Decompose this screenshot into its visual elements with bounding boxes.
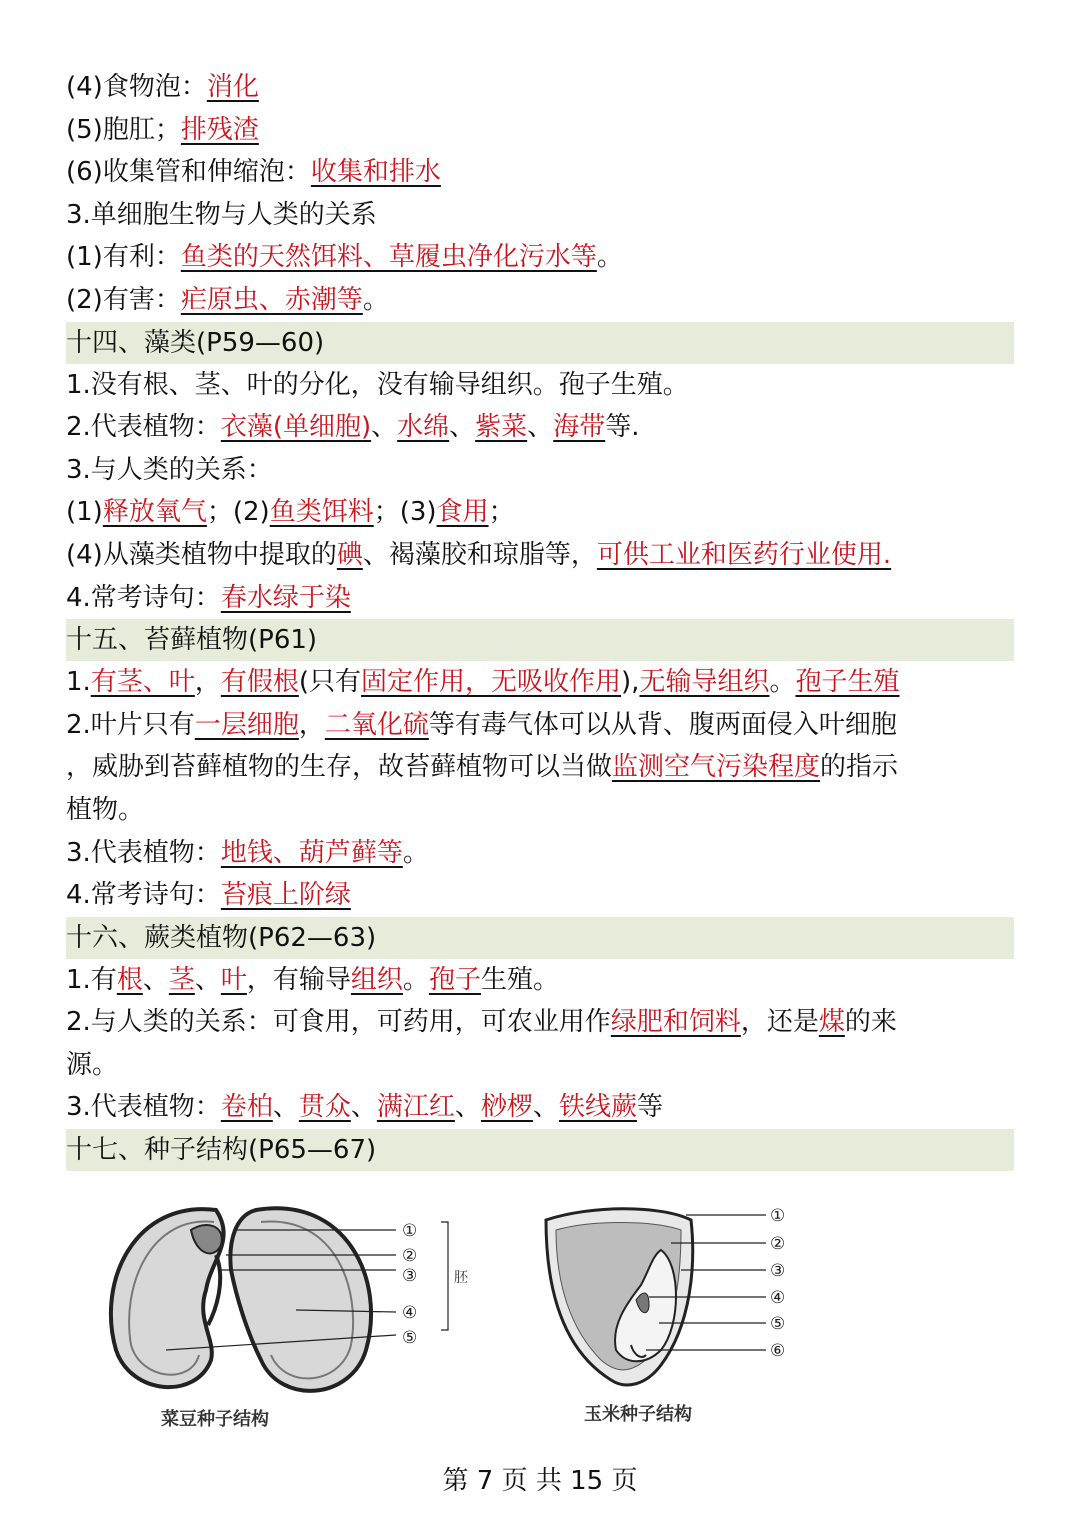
answer-text: 叶 (220, 964, 247, 995)
text-segment: ；(2) (206, 497, 270, 528)
answer-text: 固定作用，无吸收作用 (361, 667, 622, 698)
text-segment: 、 (272, 1092, 299, 1123)
text-segment: (2)有害： (66, 284, 181, 315)
text-segment: 等. (605, 412, 640, 443)
text-segment: 2.与人类的关系：可食用，可药用，可农业用作 (66, 1007, 611, 1038)
text-segment: ；(3) (373, 497, 437, 528)
seed-diagrams (66, 1195, 1014, 1445)
text-segment: 、 (527, 412, 554, 443)
text-line (66, 1044, 1014, 1087)
text-line (66, 236, 1014, 279)
answer-text: 贯众 (298, 1092, 351, 1123)
text-segment: 、褐藻胶和琼脂等， (362, 539, 597, 570)
answer-text: 有茎、叶 (90, 667, 195, 698)
text-line (66, 704, 1014, 747)
text-segment: 2.叶片只有 (66, 709, 195, 740)
corn-label-1: ① (770, 1206, 786, 1226)
text-line (66, 661, 1014, 704)
text-segment: 2.代表植物： (66, 412, 221, 443)
text-segment: ，还是 (740, 1007, 819, 1038)
text-line (66, 577, 1014, 620)
answer-text: 茎 (168, 964, 195, 995)
answer-text: 一层细胞 (194, 709, 299, 740)
answer-text: 满江红 (376, 1092, 455, 1123)
text-segment: 3.与人类的关系： (66, 454, 273, 485)
bean-label-5: ⑤ (402, 1328, 418, 1348)
answer-text: 紫菜 (475, 412, 528, 443)
text-segment: (5)胞肛； (66, 114, 181, 145)
text-segment: (6)收集管和伸缩泡： (66, 157, 311, 188)
text-line (66, 534, 1014, 577)
text-line (66, 109, 1014, 152)
bean-seed-diagram (96, 1200, 516, 1410)
text-segment: ，有输导 (246, 964, 351, 995)
answer-text: 碘 (336, 539, 363, 570)
answer-text: 疟原虫、赤潮等 (180, 284, 363, 315)
text-segment: (1) (66, 497, 103, 528)
text-segment: 等 (636, 1092, 663, 1123)
page-footer: 第 7 页 共 15 页 (442, 1466, 638, 1496)
text-line (66, 279, 1014, 322)
text-segment: ，威胁到苔藓植物的生存，故苔藓植物可以当做 (66, 752, 613, 783)
text-segment: 十七、种子结构(P65—67) (66, 1135, 377, 1166)
text-segment: (4)食物泡： (66, 72, 207, 102)
text-segment: 十四、藻类(P59—60) (66, 327, 325, 358)
text-line (66, 406, 1014, 449)
text-segment: 植物。 (66, 794, 145, 825)
text-segment: 、 (449, 412, 476, 443)
text-segment: 1. (66, 667, 91, 698)
answer-text: 苔痕上阶绿 (220, 880, 351, 911)
answer-text: 根 (116, 964, 143, 995)
text-segment: 。 (769, 667, 796, 698)
corn-label-5: ⑤ (770, 1314, 786, 1334)
text-line (66, 491, 1014, 534)
answer-text: 二氧化硫 (324, 709, 429, 740)
answer-text: 孢子生殖 (795, 667, 900, 698)
section-header (66, 322, 1014, 364)
text-segment: ； (488, 497, 515, 528)
text-line (66, 1001, 1014, 1044)
text-line (66, 959, 1014, 1002)
answer-text: 春水绿于染 (220, 582, 351, 613)
text-segment: 、 (454, 1092, 481, 1123)
text-line (66, 66, 1014, 109)
answer-text: 鱼类饵料 (269, 497, 374, 528)
answer-text: 卷柏 (220, 1092, 273, 1123)
answer-text: 可供工业和医药行业使用. (596, 539, 892, 570)
text-line (66, 194, 1014, 237)
text-segment: 、 (371, 412, 398, 443)
answer-text: 监测空气污染程度 (612, 752, 821, 783)
corn-caption: 玉米种子结构 (584, 1404, 692, 1425)
answer-text: 水绵 (397, 412, 450, 443)
corn-label-4: ④ (770, 1288, 786, 1308)
text-segment: 4.常考诗句： (66, 582, 221, 613)
text-segment: 的指示 (820, 752, 899, 783)
corn-labels (768, 1205, 808, 1400)
text-line (66, 449, 1014, 492)
answer-text: 绿肥和饲料 (610, 1007, 741, 1038)
corn-label-6: ⑥ (770, 1341, 786, 1361)
text-line (66, 746, 1014, 789)
text-segment: 。 (402, 964, 429, 995)
text-segment: ), (621, 667, 640, 698)
answer-text: 孢子 (428, 964, 481, 995)
text-segment: 生殖。 (480, 964, 559, 995)
text-segment: 、 (350, 1092, 377, 1123)
corn-label-2: ② (770, 1234, 786, 1254)
bean-label-3: ③ (402, 1266, 418, 1286)
corn-seed-diagram (531, 1205, 771, 1400)
text-segment: 3.代表植物： (66, 1092, 221, 1123)
bean-label-2: ② (402, 1246, 418, 1266)
text-segment: 。 (402, 837, 429, 868)
text-segment: (4)从藻类植物中提取的 (66, 539, 337, 570)
document-body (66, 66, 1014, 1171)
text-line (66, 789, 1014, 832)
text-segment: 十五、苔藓植物(P61) (66, 625, 318, 656)
text-segment: 3.代表植物： (66, 837, 221, 868)
answer-text: 衣藻(单细胞) (220, 412, 372, 443)
answer-text: 海带 (553, 412, 606, 443)
text-segment: ， (194, 667, 221, 698)
bean-caption: 菜豆种子结构 (161, 1409, 269, 1430)
section-header (66, 619, 1014, 661)
text-segment: 十六、蕨类植物(P62—63) (66, 922, 377, 953)
answer-text: 收集和排水 (310, 157, 441, 188)
text-segment: 。 (362, 284, 389, 315)
answer-text: 释放氧气 (102, 497, 207, 528)
section-header (66, 917, 1014, 959)
answer-text: 鱼类的天然饵料、草履虫净化污水等 (180, 242, 597, 273)
text-segment: 源。 (66, 1049, 119, 1080)
answer-text: 食用 (436, 497, 489, 528)
text-segment: 、 (142, 964, 169, 995)
text-segment: 1.有 (66, 964, 117, 995)
bean-label-1: ① (402, 1221, 418, 1241)
text-line (66, 832, 1014, 875)
answer-text: 无输导组织 (639, 667, 770, 698)
text-segment: 3.单细胞生物与人类的关系 (66, 199, 377, 230)
text-line (66, 1086, 1014, 1129)
bean-label-4: ④ (402, 1303, 418, 1323)
text-segment: ， (298, 709, 325, 740)
corn-label-3: ③ (770, 1261, 786, 1281)
answer-text: 消化 (206, 72, 259, 102)
text-segment: (1)有利： (66, 242, 181, 273)
text-segment: (只有 (298, 667, 362, 698)
text-segment: 、 (194, 964, 221, 995)
answer-text: 地钱、葫芦藓等 (220, 837, 403, 868)
text-line (66, 364, 1014, 407)
text-segment: 、 (532, 1092, 559, 1123)
answer-text: 组织 (350, 964, 403, 995)
section-header (66, 1129, 1014, 1171)
text-segment: 。 (596, 242, 623, 273)
text-line (66, 151, 1014, 194)
answer-text: 煤 (818, 1007, 845, 1038)
text-segment: 1.没有根、茎、叶的分化，没有输导组织。孢子生殖。 (66, 369, 689, 400)
answer-text: 有假根 (220, 667, 299, 698)
text-segment: 等有毒气体可以从背、腹两面侵入叶细胞 (428, 709, 897, 740)
text-line (66, 874, 1014, 917)
answer-text: 铁线蕨 (558, 1092, 637, 1123)
text-segment: 的来 (844, 1007, 897, 1038)
answer-text: 排残渣 (180, 114, 259, 145)
embryo-label: 胚 (454, 1270, 468, 1286)
answer-text: 桫椤 (480, 1092, 533, 1123)
text-segment: 4.常考诗句： (66, 880, 221, 911)
